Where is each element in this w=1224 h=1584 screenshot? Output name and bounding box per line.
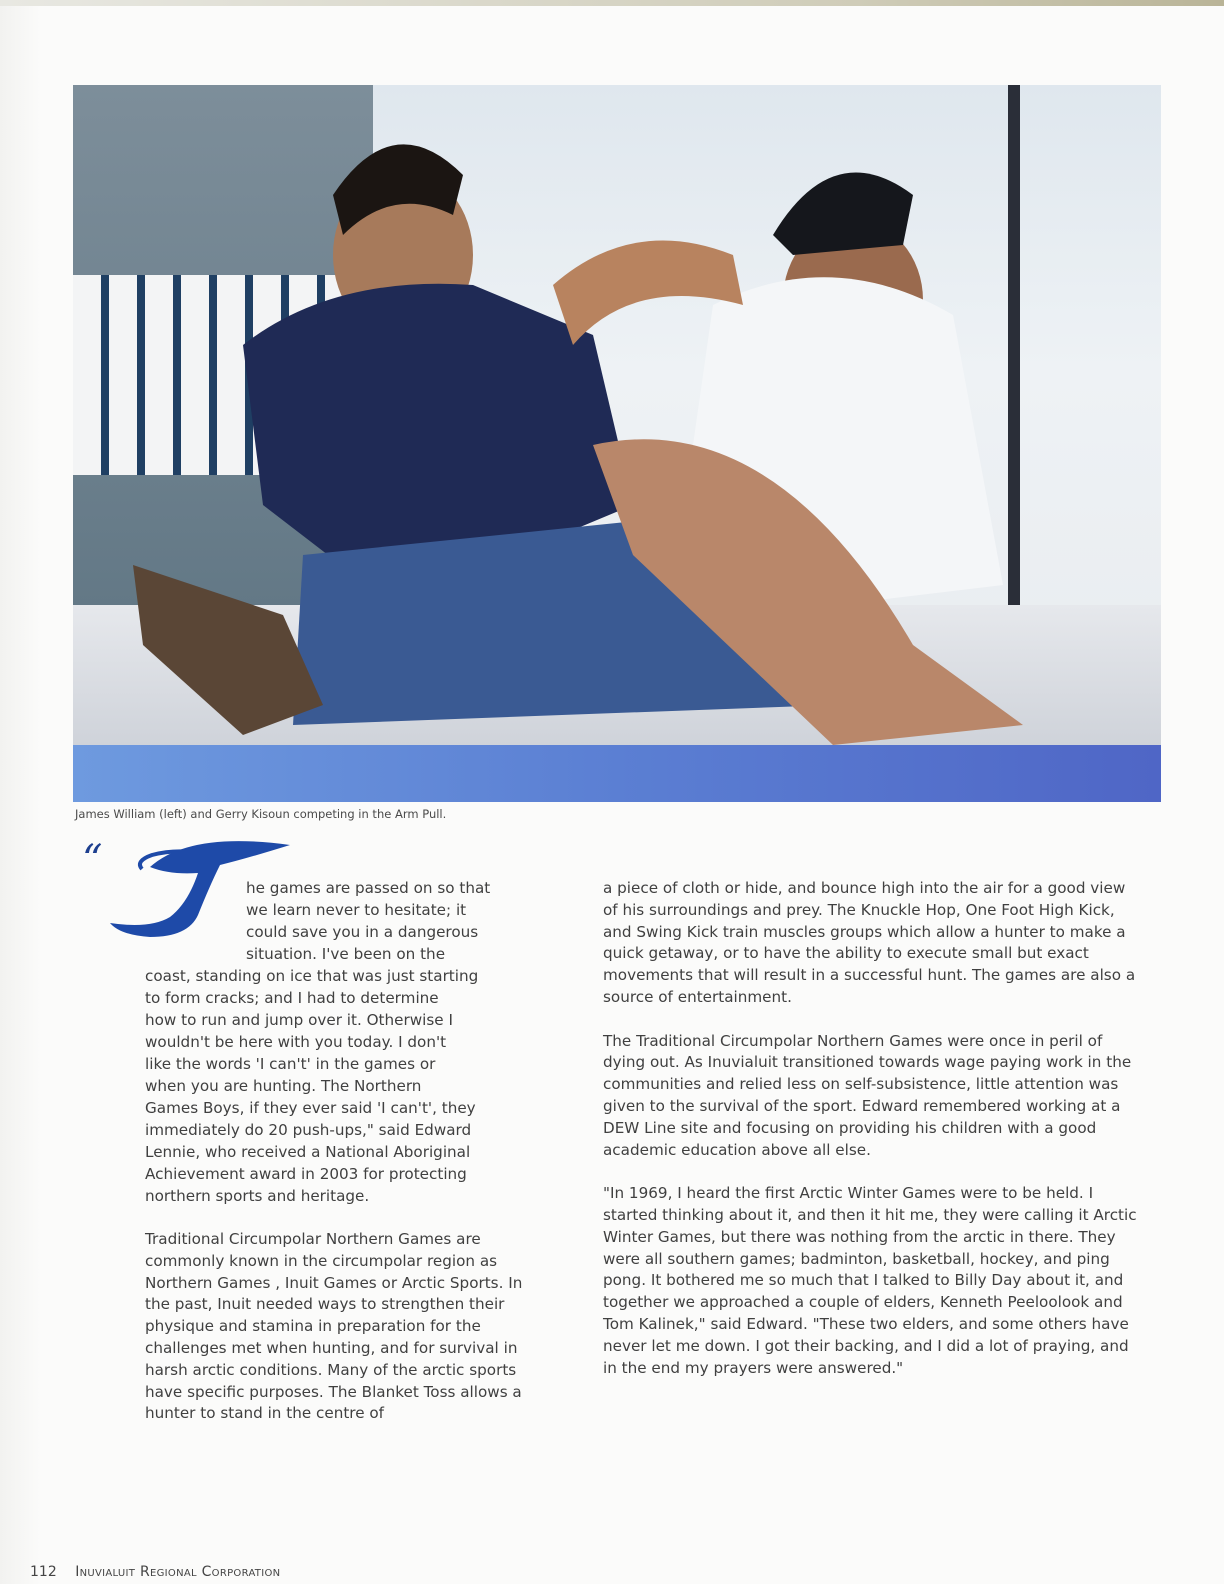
left-line-5: like the words 'I can't' in the games or: [145, 1055, 436, 1073]
paragraph-northern-games: Traditional Circumpolar Northern Games are commonly known in the circumpolar region as Northern Games , Inuit Games or Arctic Sports. In the past, Inuit needed ways to strengthen their physique and stamina in preparation for the challenges met when hunting, and for survival in harsh arctic conditions. Many of the arctic sports have specific purposes. The Blanket Toss allows a hunter to stand in the centre of: [145, 1230, 523, 1423]
left-line-9: Lennie, who received a National Aboriginal: [145, 1143, 471, 1161]
drop-cap-letter: T: [310, 825, 311, 826]
left-line-1: coast, standing on ice that was just starting: [145, 967, 479, 985]
left-line-8: immediately do 20 push-ups," said Edward: [145, 1121, 472, 1139]
lead-line-1: he games are passed on so that: [246, 879, 491, 897]
left-line-10: Achievement award in 2003 for protecting: [145, 1165, 467, 1183]
top-rule: [0, 0, 1224, 6]
photo-figures: [73, 85, 1161, 802]
lead-line-4: situation. I've been on the: [246, 945, 446, 963]
left-line-4: wouldn't be here with you today. I don't: [145, 1033, 447, 1051]
lead-line-2: we learn never to hesitate; it: [246, 901, 467, 919]
paragraph-1969-quote: "In 1969, I heard the first Arctic Winter Games were to be held. I started thinking about it, and then it hit me, they were calling it Arctic Winter Games, but there was nothing from the arctic in there. They were all southern games; badminton, basketball, hockey, and ping pong. It bothered me so much that I talked to Billy Day about it, and together we approached a couple of elders, Kenneth Peeloolook and Tom Kalinek," said Edward. "These two elders, and some others have never let me down. I got their backing, and I did a lot of praying, and in the end my prayers were answered.": [603, 1184, 1137, 1377]
photo-arm-pull: [73, 85, 1161, 802]
right-column: [603, 878, 1143, 1379]
left-column-paragraph-2: [145, 1229, 545, 1425]
publication-name: Inuvialuit Regional Corporation: [75, 1564, 281, 1580]
left-line-3: how to run and jump over it. Otherwise I: [145, 1011, 453, 1029]
photo-caption: James William (left) and Gerry Kisoun competing in the Arm Pull.: [75, 807, 447, 821]
left-line-2: to form cracks; and I had to determine: [145, 989, 439, 1007]
photo-band: [73, 745, 1161, 802]
paragraph-peril: The Traditional Circumpolar Northern Games were once in peril of dying out. As Inuvialuit transitioned towards wage paying work in the communities and relied less on self-subsistence, little attention was given to the survival of the sport. Edward remembered working at a DEW Line site and focusing on providing his children with a good academic education above all else.: [603, 1031, 1132, 1159]
paragraph-blanket-toss: a piece of cloth or hide, and bounce high into the air for a good view of his surroundings and prey. The Knuckle Hop, One Foot High Kick, and Swing Kick train muscles groups which allow a hunter to make a quick getaway, or to have the ability to execute small but exact movements that will result in a successful hunt. The games are also a source of entertainment.: [603, 879, 1136, 1006]
page-edge-shadow: [0, 6, 40, 1584]
lead-line-3: could save you in a dangerous: [246, 923, 479, 941]
page-footer: [30, 1564, 280, 1580]
quote-mark-glyph: “: [82, 837, 103, 883]
left-line-7: Games Boys, if they ever said 'I can't', they: [145, 1099, 476, 1117]
page-number: 112: [30, 1564, 57, 1580]
left-line-6: when you are hunting. The Northern: [145, 1077, 422, 1095]
left-line-11: northern sports and heritage.: [145, 1187, 370, 1205]
